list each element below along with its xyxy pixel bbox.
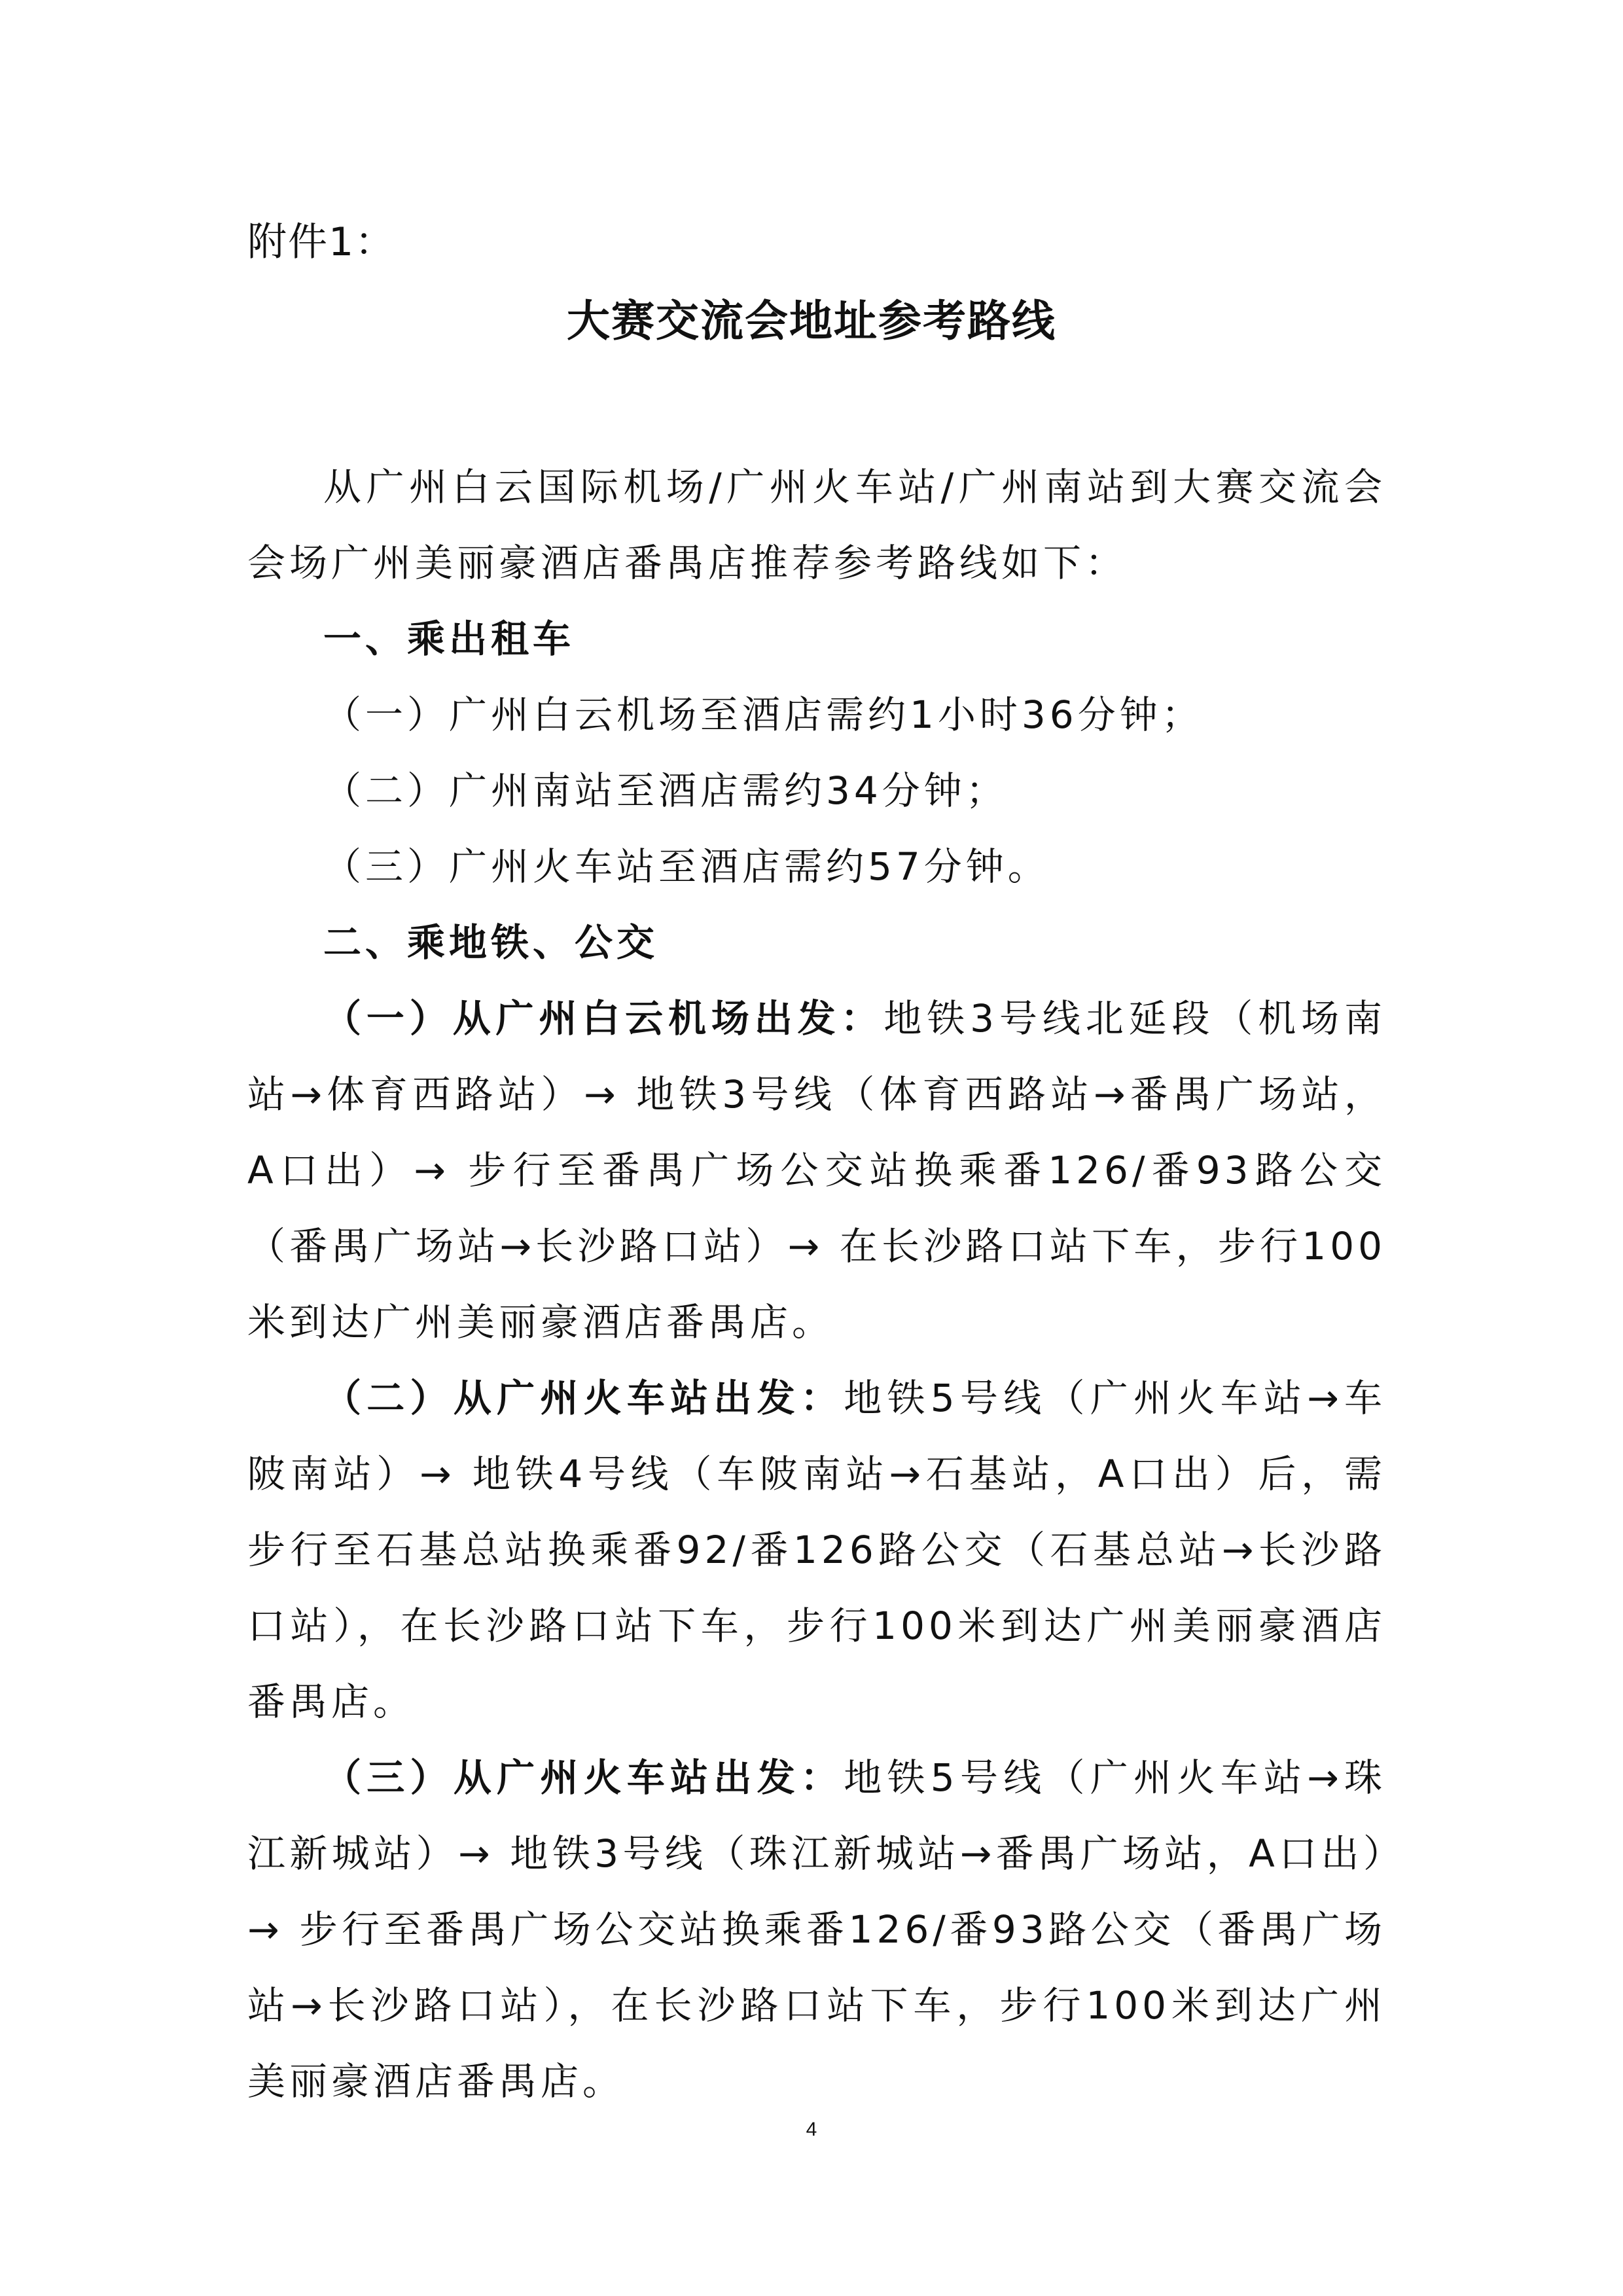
document-title: 大赛交流会地址参考路线: [567, 295, 1056, 346]
route-paragraph: [247, 1740, 1386, 2119]
attachment-label: 附件1：: [247, 219, 396, 265]
route-detail: 地铁5号线（广州火车站→珠江新城站）→ 地铁3号线（珠江新城站→番禺广场站，A口出）→ 步行至番禺广场公交站换乘番126/番93路公交（番禺广场站→长沙路口站），在长沙路口站下车，步行100米到达广州美丽豪酒店番禺店。: [247, 1755, 1386, 2104]
route-lead: （二）从广州火车站出发：: [323, 1376, 844, 1420]
section-heading-taxi: 一、乘出租车: [323, 617, 575, 661]
document-body: [247, 449, 1386, 2119]
route-lead: （三）从广州火车站出发：: [323, 1755, 844, 1800]
route-lead: （一）从广州白云机场出发：: [323, 996, 884, 1041]
route-detail: 地铁5号线（广州火车站→车陂南站）→ 地铁4号线（车陂南站→石基站，A口出）后，需步行至石基总站换乘番92/番126路公交（石基总站→长沙路口站），在长沙路口站下车，步行100米到达广州美丽豪酒店番禺店。: [247, 1376, 1386, 1724]
intro-paragraph: 从广州白云国际机场/广州火车站/广州南站到大赛交流会会场广州美丽豪酒店番禺店推荐参考路线如下：: [247, 465, 1386, 585]
section-heading-metro-bus: 二、乘地铁、公交: [323, 920, 659, 965]
taxi-item: （二）广州南站至酒店需约34分钟；: [323, 768, 1008, 813]
route-paragraph: [247, 980, 1386, 1360]
taxi-item: （一）广州白云机场至酒店需约1小时36分钟；: [323, 692, 1204, 737]
taxi-item: （三）广州火车站至酒店需约57分钟。: [323, 844, 1050, 889]
route-paragraph: [247, 1360, 1386, 1740]
route-detail: 地铁3号线北延段（机场南站→体育西路站）→ 地铁3号线（体育西路站→番禺广场站，A口出）→ 步行至番禺广场公交站换乘番126/番93路公交（番禺广场站→长沙路口站）→ 在长沙路口站下车，步行100米到达广州美丽豪酒店番禺店。: [247, 996, 1386, 1344]
page-number: 4: [806, 2119, 817, 2140]
